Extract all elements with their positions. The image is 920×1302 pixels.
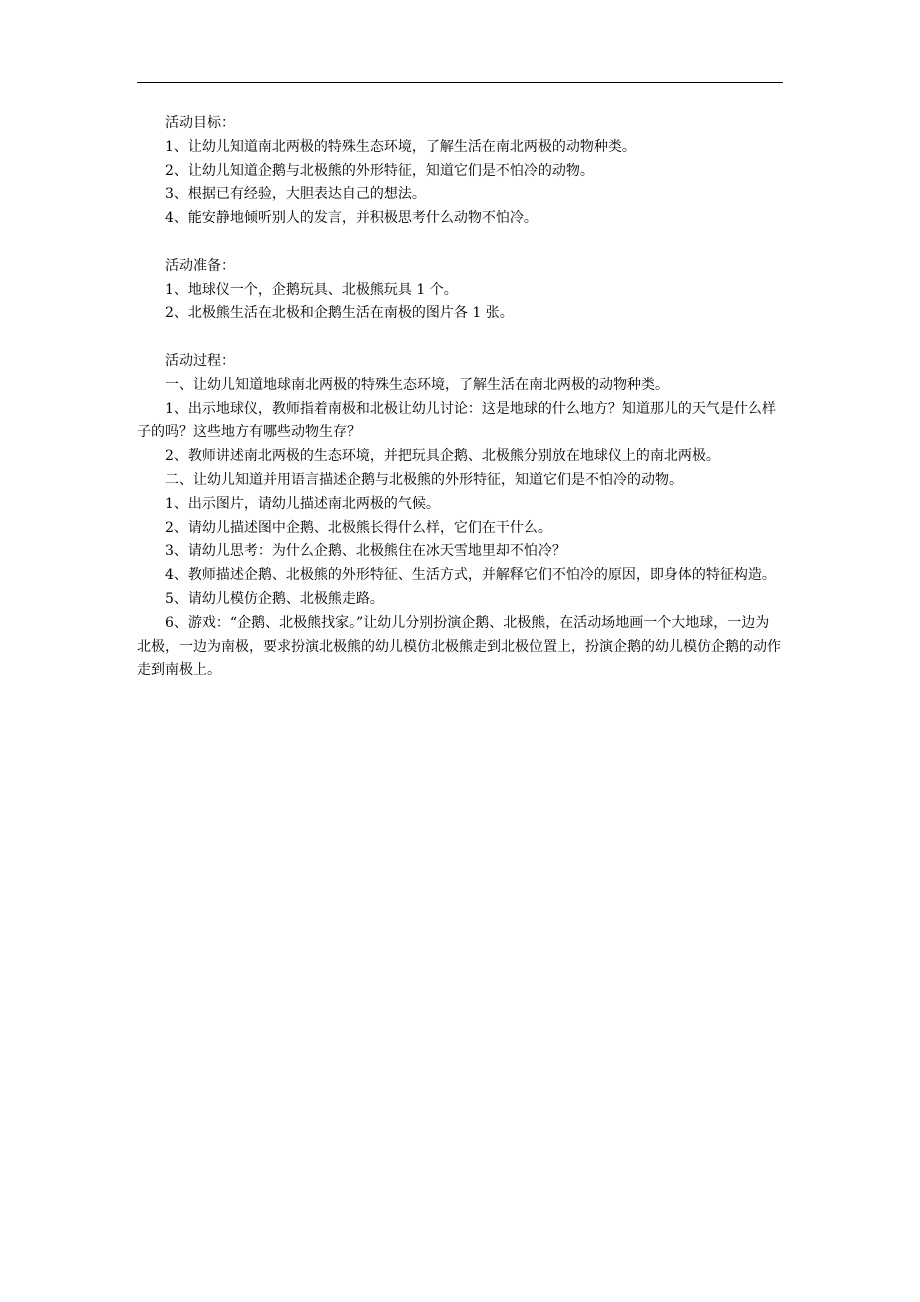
section-gap <box>137 231 783 255</box>
process-item: 一、让幼儿知道地球南北两极的特殊生态环境，了解生活在南北两极的动物种类。 <box>165 376 669 393</box>
goals-item: 4、能安静地倾听别人的发言，并积极思考什么动物不怕冷。 <box>165 210 538 227</box>
process-item: 5、请幼儿模仿企鹅、北极熊走路。 <box>165 590 384 607</box>
preparation-item: 2、北极熊生活在北极和企鹅生活在南极的图片各 1 张。 <box>165 305 514 322</box>
document-body <box>137 112 783 683</box>
section-gap <box>137 326 783 350</box>
process-item: 二、让幼儿知道并用语言描述企鹅与北极熊的外形特征，知道它们是不怕冷的动物。 <box>165 471 683 488</box>
preparation-item: 1、地球仪一个，企鹅玩具、北极熊玩具 1 个。 <box>165 281 458 298</box>
goals-item: 1、让幼儿知道南北两极的特殊生态环境，了解生活在南北两极的动物种类。 <box>165 138 636 155</box>
process-item: 6、游戏：“企鹅、北极熊找家。”让幼儿分别扮演企鹅、北极熊，在活动场地画一个大地球，一边为北极，一边为南极，要求扮演北极熊的幼儿模仿北极熊走到北极位置上，扮演企鹅的幼儿模仿企鹅的动作走到南极上。 <box>137 614 781 679</box>
process-item: 2、请幼儿描述图中企鹅、北极熊长得什么样，它们在干什么。 <box>165 519 552 536</box>
process-item: 1、出示地球仪，教师指着南极和北极让幼儿讨论：这是地球的什么地方？知道那儿的天气是什么样子的吗？这些地方有哪些动物生存？ <box>137 400 776 441</box>
header-rule <box>137 82 783 83</box>
process-item: 4、教师描述企鹅、北极熊的外形特征、生活方式，并解释它们不怕冷的原因，即身体的特征构造。 <box>165 567 776 584</box>
goals-item: 3、根据已有经验，大胆表达自己的想法。 <box>165 186 426 203</box>
process-item: 2、教师讲述南北两极的生态环境，并把玩具企鹅、北极熊分别放在地球仪上的南北两极。 <box>165 448 720 465</box>
goals-heading: 活动目标： <box>165 115 235 131</box>
preparation-heading: 活动准备： <box>165 257 235 274</box>
process-item: 3、请幼儿思考：为什么企鹅、北极熊住在冰天雪地里却不怕冷？ <box>165 543 566 560</box>
process-heading: 活动过程： <box>165 352 235 369</box>
process-item: 1、出示图片，请幼儿描述南北两极的气候。 <box>165 495 440 512</box>
goals-item: 2、让幼儿知道企鹅与北极熊的外形特征，知道它们是不怕冷的动物。 <box>165 162 594 179</box>
